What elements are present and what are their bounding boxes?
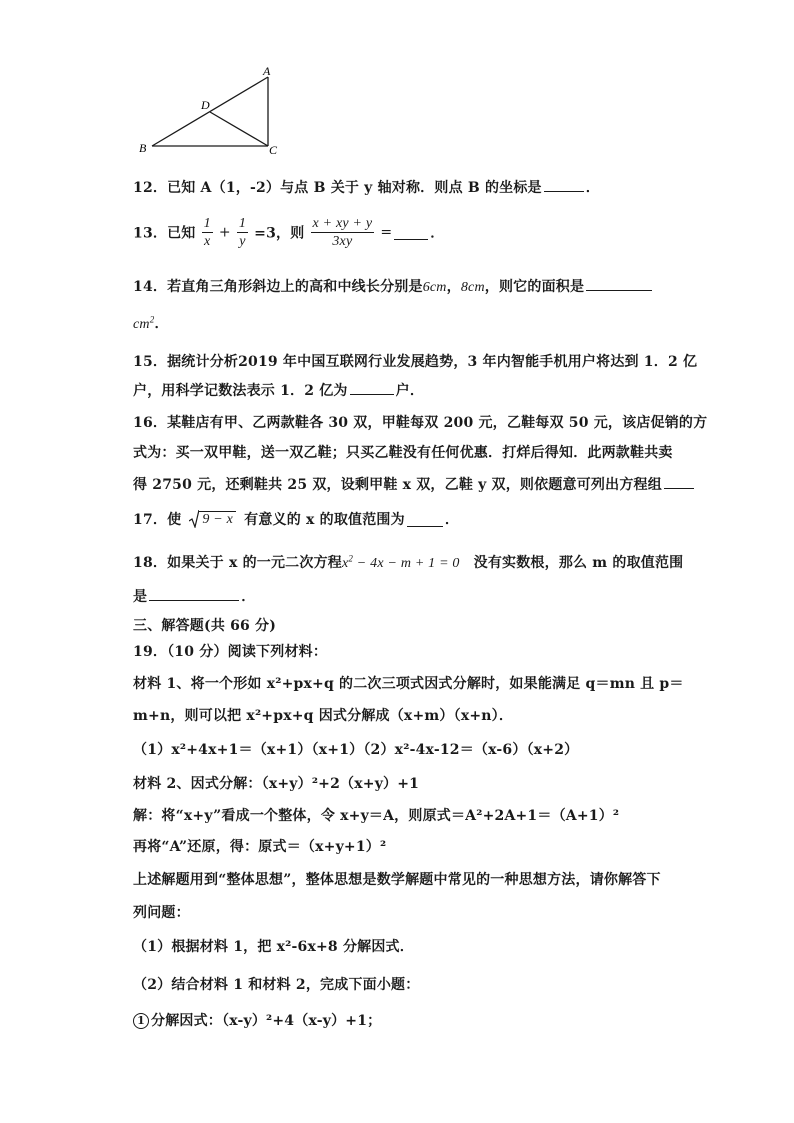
q18-line2: 是 <box>133 589 148 605</box>
q12-text: 12．已知 A（1，-2）与点 B 关于 y 轴对称．则点 B 的坐标是 <box>133 180 542 196</box>
radical-sign-icon <box>189 510 199 528</box>
question-19-header: 19．（10 分）阅读下列材料： <box>133 644 328 660</box>
label-C: C <box>269 143 278 157</box>
q19-example: （1）x²+4x+1＝（x+1）（x+1）（2）x²-4x-12＝（x-6）（x+2） <box>133 742 579 758</box>
q19-paragraph-line-1: 上述解题用到“整体思想”，整体思想是数学解题中常见的一种思想方法，请你解答下 <box>133 872 661 888</box>
q19-material-1-line-1: 材料 1、将一个形如 x²+px+q 的二次三项式因式分解时，如果能满足 q＝mn 且 p＝ <box>133 676 684 692</box>
q14-end: ． <box>154 316 169 332</box>
q17-prefix: 17．使 <box>133 512 182 528</box>
segment-DC <box>210 112 268 146</box>
q18-answer-blank[interactable] <box>149 586 239 601</box>
q12-answer-blank[interactable] <box>544 177 584 192</box>
question-13 <box>133 215 444 250</box>
question-16-line-1: 16．某鞋店有甲、乙两款鞋各 30 双，甲鞋每双 200 元，乙鞋每双 50 元，该店促销的方 <box>133 415 708 431</box>
q16-text: 得 2750 元，还剩鞋共 25 双，设剩甲鞋 x 双，乙鞋 y 双，则依题意可列出方程组 <box>133 477 662 493</box>
question-16-line-3 <box>133 474 696 494</box>
q14-sep: ， <box>446 279 461 295</box>
q19-paragraph-line-2: 列问题： <box>133 905 190 921</box>
frac3-numerator: x + xy + y <box>312 216 373 231</box>
q17-answer-blank[interactable] <box>407 512 443 527</box>
q17-end: ． <box>444 512 460 528</box>
triangle-figure <box>135 62 285 157</box>
q19-subpart-1-text: 分解因式：（x-y）²+4（x-y）+1； <box>151 1013 382 1029</box>
q13-mid: =3，则 <box>254 225 305 242</box>
label-B: B <box>139 141 147 155</box>
label-D: D <box>201 98 210 112</box>
question-18-line-1 <box>133 552 683 572</box>
q13-end: ． <box>430 225 445 242</box>
question-14-line-2 <box>133 313 169 333</box>
q17-suffix: 有意义的 x 的取值范围为 <box>244 512 405 528</box>
q14-unit: cm <box>133 317 150 332</box>
q19-material-2: 材料 2、因式分解：（x+y）²+2（x+y）+1 <box>133 776 420 792</box>
sqrt-expression <box>189 510 236 528</box>
q14-text2: ，则它的面积是 <box>484 279 585 295</box>
question-15-line-2 <box>133 380 424 400</box>
label-A: A <box>263 64 271 78</box>
q18-prefix: 18．如果关于 x 的一元二次方程 <box>133 555 342 571</box>
q14-median: 8cm <box>460 280 485 295</box>
q13-eq: = <box>380 224 393 241</box>
question-15-line-1: 15．据统计分析2019 年中国互联网行业发展趋势，3 年内智能手机用户将达到 1．2 亿 <box>133 354 698 370</box>
question-12 <box>133 177 600 197</box>
q13-answer-blank[interactable] <box>394 225 428 240</box>
q19-solution-line-2: 再将“A”还原，得：原式＝（x+y+1）² <box>133 839 387 855</box>
fraction-1-over-y <box>237 215 248 250</box>
q19-solution-line-1: 解：将“x+y”看成一个整体，令 x+y＝A，则原式＝A²+2A+1＝（A+1）² <box>133 808 620 824</box>
fraction-1-over-x <box>202 215 213 250</box>
q18-eq-exp: 2 <box>348 553 354 564</box>
question-18-line-2 <box>133 586 255 606</box>
frac1-numerator: 1 <box>203 216 211 231</box>
q15-answer-blank[interactable] <box>350 380 394 395</box>
fraction-expression <box>311 215 375 250</box>
q18-suffix: 没有实数根，那么 m 的取值范围 <box>473 555 684 571</box>
q13-prefix: 13．已知 <box>133 225 196 242</box>
q13-plus: + <box>218 224 231 241</box>
q14-answer-blank[interactable] <box>586 276 652 291</box>
question-14-line-1 <box>133 276 654 296</box>
frac3-denominator: 3xy <box>332 234 353 249</box>
q14-height: 6cm <box>422 280 447 295</box>
q12-end: ． <box>585 180 600 196</box>
frac2-numerator: 1 <box>238 216 247 231</box>
q19-part-1: （1）根据材料 1，把 x²-6x+8 分解因式． <box>133 939 414 955</box>
circled-number-icon: 1 <box>133 1013 149 1029</box>
q18-eq-rest: − 4x − m + 1 = 0 <box>353 556 460 571</box>
q16-answer-blank[interactable] <box>664 474 694 489</box>
q14-text1: 14．若直角三角形斜边上的高和中线长分别是 <box>133 279 423 295</box>
radicand: 9 − x <box>199 511 236 528</box>
frac2-denominator: y <box>239 234 246 249</box>
q18-eq-x: x <box>341 556 349 571</box>
question-16-line-2: 式为：买一双甲鞋，送一双乙鞋；只买乙鞋没有任何优惠．打烊后得知．此两款鞋共卖 <box>133 445 673 461</box>
q15-end: 户． <box>395 383 425 399</box>
section-3-title: 三、解答题(共 66 分) <box>133 618 277 634</box>
q19-material-1-line-2: m+n，则可以把 x²+px+q 因式分解成（x+m）（x+n）． <box>133 708 514 724</box>
frac1-denominator: x <box>203 234 211 249</box>
q19-part-2: （2）结合材料 1 和材料 2，完成下面小题： <box>133 977 420 993</box>
question-17 <box>133 509 459 529</box>
q14-unit-exponent: 2 <box>149 314 155 325</box>
q19-subpart-1 <box>133 1010 381 1030</box>
q15-text: 户，用科学记数法表示 1．2 亿为 <box>133 383 348 399</box>
q18-end: ． <box>241 589 256 605</box>
